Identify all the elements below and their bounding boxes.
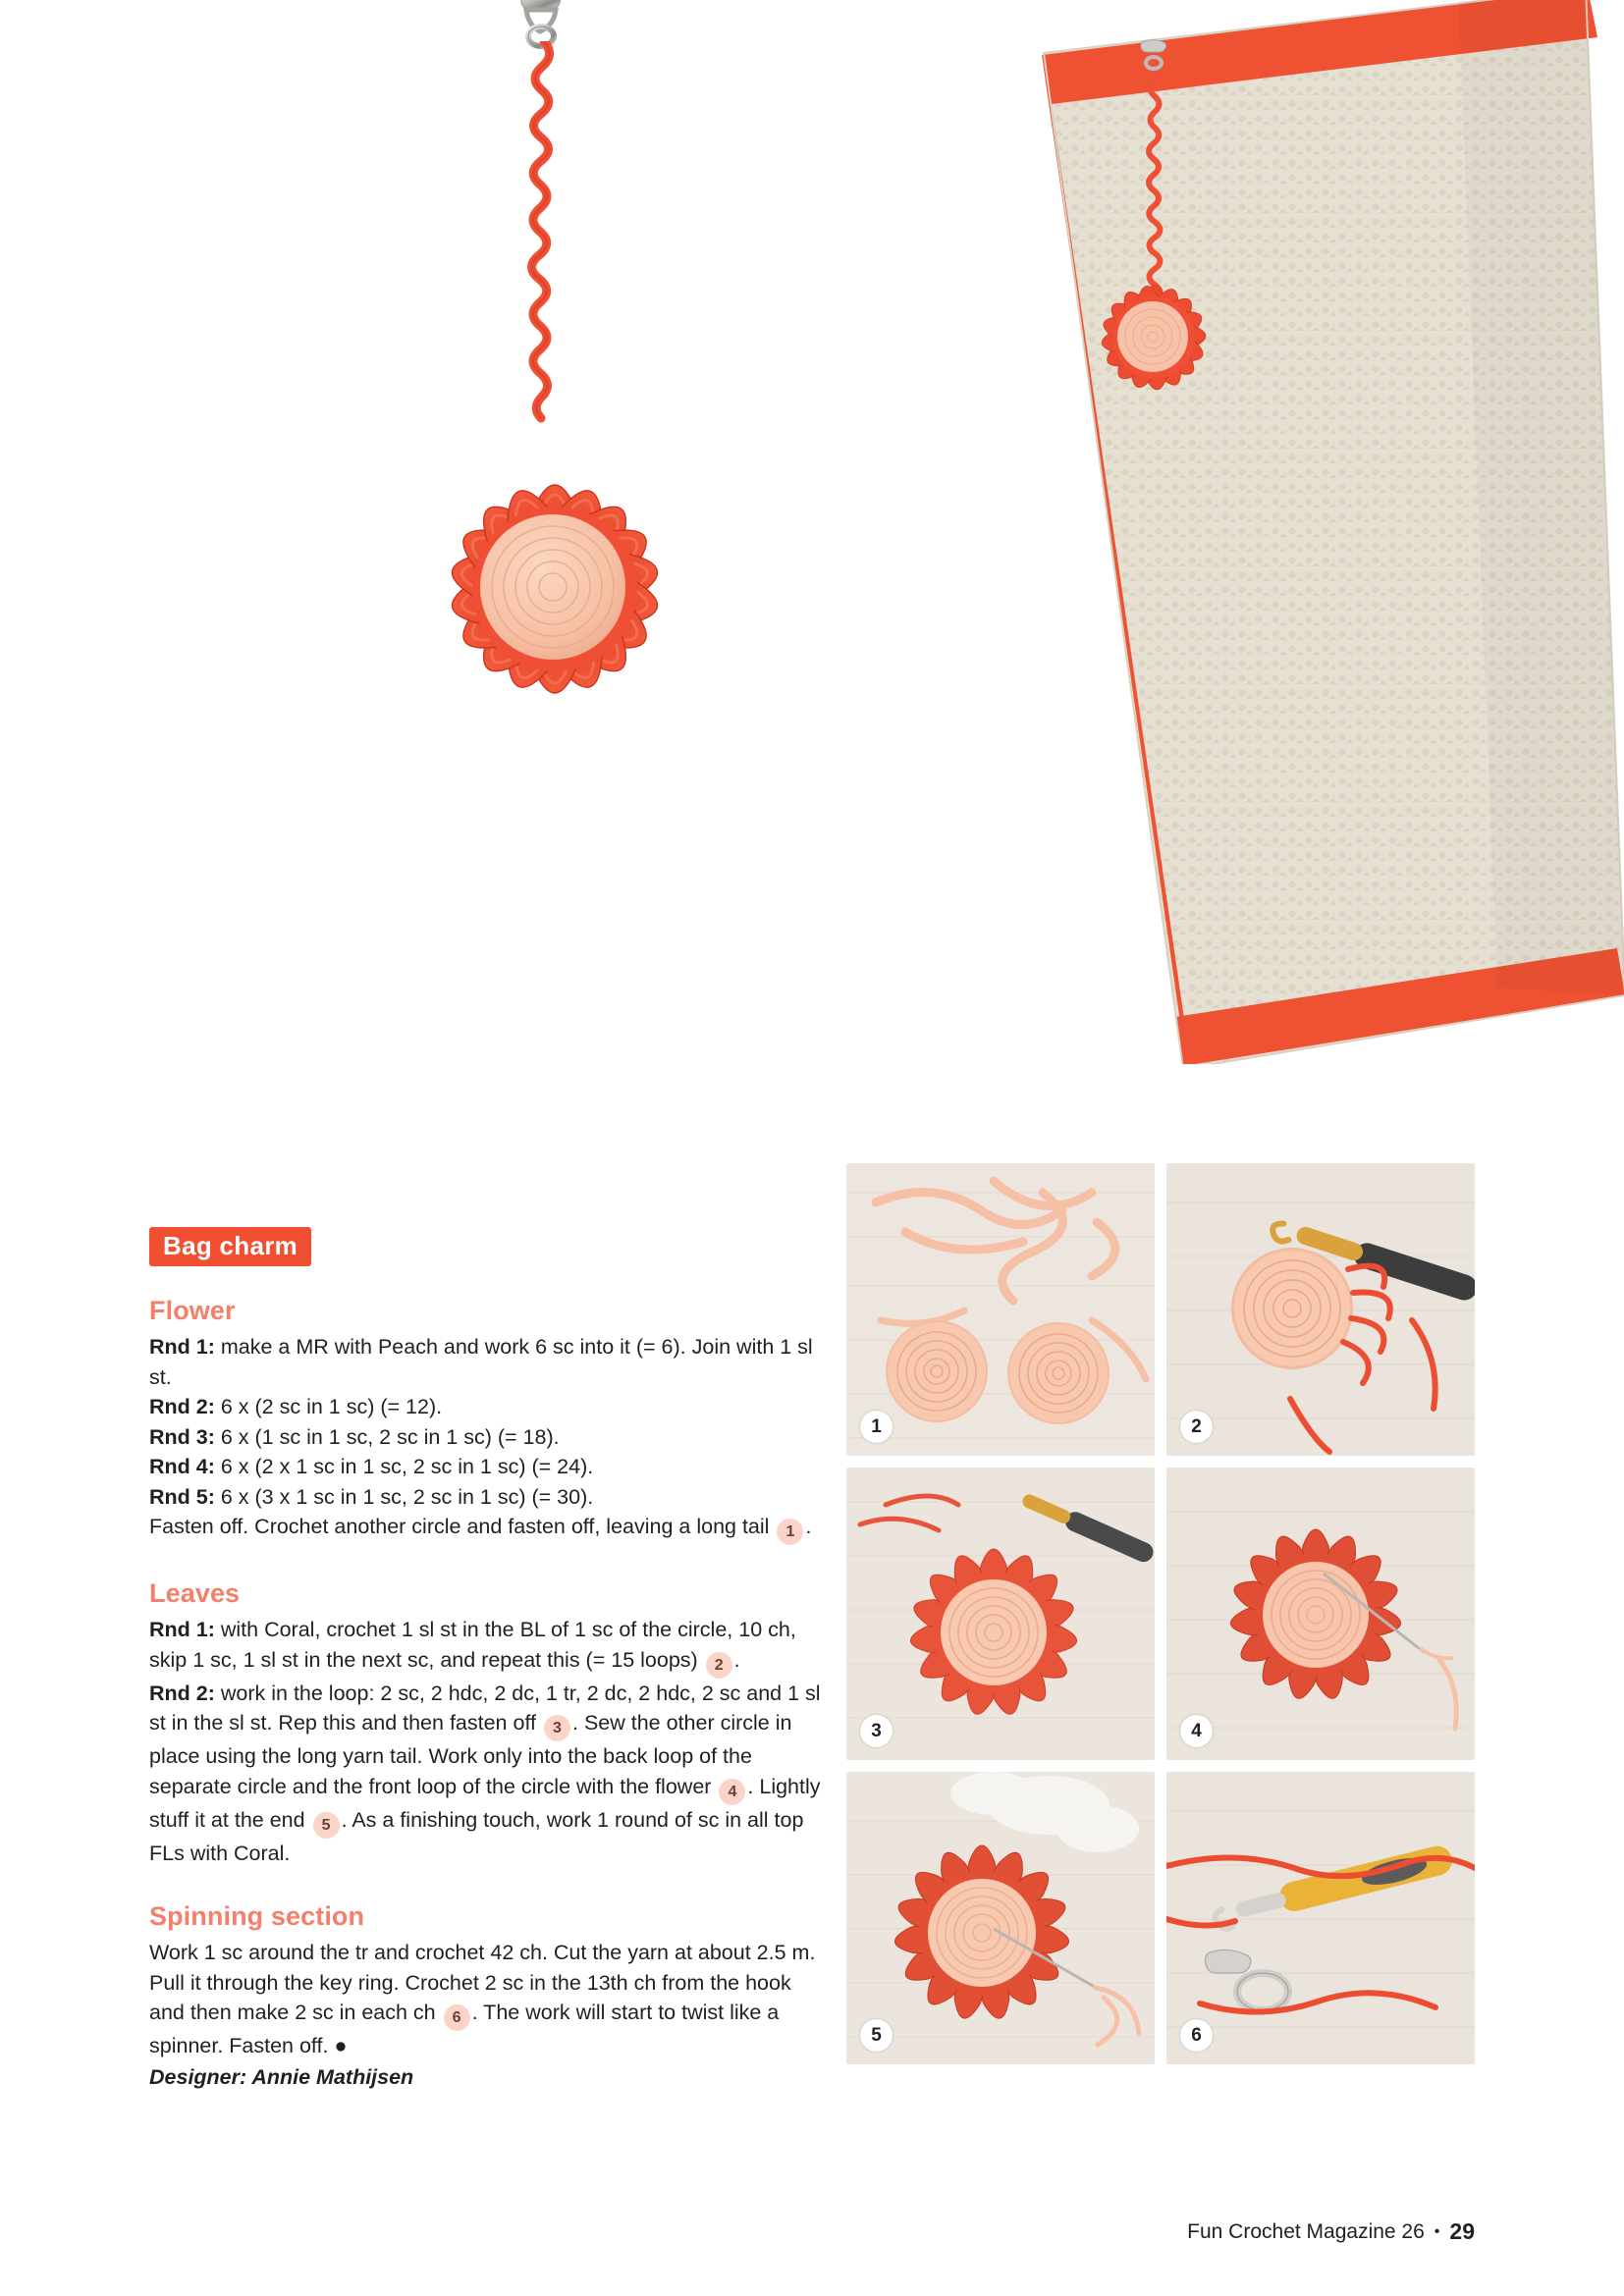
text-fasten-end: .: [805, 1515, 812, 1539]
flower-motif-large: [363, 398, 746, 780]
hero-bag-charm-photo: [324, 0, 795, 1050]
step-photo-6: [1166, 1772, 1475, 2064]
flower-rnd2: [149, 1392, 827, 1422]
text-spinning-a: Work 1 sc around the tr and crochet 42 ch. Cut the yarn at about 2.5 m. Pull it through the key ring. Crochet 2 sc in the 13th ch from the hook and then make 2 sc in each ch: [149, 1941, 816, 2025]
label-rnd3: Rnd 3:: [149, 1424, 215, 1449]
text-leaves-rnd1: with Coral, crochet 1 sl st in the BL of 1 sc of the circle, 10 ch, skip 1 sc, 1 sl st in the next sc, and repeat this (= 15 loops): [149, 1618, 796, 1672]
step-chip-5: 5: [313, 1812, 340, 1839]
text-rnd3: 6 x (1 sc in 1 sc, 2 sc in 1 sc) (= 18).: [214, 1424, 560, 1449]
text-spinning-b: . The work will start to twist like a spinner. Fasten off.: [149, 2001, 780, 2058]
heading-spinning-section: Spinning section: [149, 1901, 365, 1932]
label-rnd5: Rnd 5:: [149, 1484, 215, 1509]
page-number: 29: [1449, 2218, 1475, 2244]
label-rnd4: Rnd 4:: [149, 1455, 215, 1479]
badge-bag-charm: Bag charm: [149, 1227, 311, 1266]
text-leaves-rnd2-c: . Lightly stuff it at the end: [149, 1774, 821, 1832]
step-photo-row-3: [846, 1772, 1475, 2064]
heading-flower: Flower: [149, 1296, 236, 1325]
bag-photo: [1036, 0, 1624, 1064]
label-leaves-rnd2: Rnd 2:: [149, 1681, 215, 1705]
step-photo-3: [846, 1468, 1155, 1760]
twisted-cord: [493, 41, 601, 434]
text-fasten: Fasten off. Crochet another circle and fasten off, leaving a long tail: [149, 1515, 770, 1539]
step-chip-3: 3: [544, 1715, 570, 1741]
heading-leaves: Leaves: [149, 1578, 241, 1609]
step-number-1: 1: [860, 1411, 893, 1443]
designer-credit: Designer: Annie Mathijsen: [149, 2064, 414, 2089]
step-number-4: 4: [1180, 1715, 1213, 1747]
flower-rnd5: [149, 1482, 827, 1513]
text-leaves-rnd1-end: .: [733, 1647, 740, 1672]
step-photo-row-1: [846, 1163, 1475, 1456]
step-photo-1: [846, 1163, 1155, 1456]
spinning-text: [149, 1938, 827, 2061]
end-bullet-icon: ●: [334, 2034, 348, 2058]
label-leaves-rnd1: Rnd 1:: [149, 1618, 215, 1642]
magazine-title: Fun Crochet Magazine 26: [1187, 2219, 1425, 2243]
step-photo-grid: [846, 1163, 1475, 2076]
text-rnd2: 6 x (2 sc in 1 sc) (= 12).: [214, 1395, 443, 1419]
text-leaves-rnd2-a: work in the loop: 2 sc, 2 hdc, 2 dc, 1 tr, 2 dc, 2 hdc, 2 sc and 1 sl st in the sl st. Rep this and then fasten off: [149, 1681, 821, 1735]
flower-rnd4: [149, 1452, 827, 1482]
text-leaves-rnd2-d: . As a finishing touch, work 1 round of sc in all top FLs with Coral.: [149, 1807, 804, 1865]
step-chip-2: 2: [706, 1652, 732, 1679]
step-number-6: 6: [1180, 2019, 1213, 2052]
flower-rnd3: [149, 1422, 827, 1453]
text-leaves-rnd2-b: . Sew the other circle in place using the long yarn tail. Work only into the back loop of the separate circle and the front loop of the circle with the flower: [149, 1711, 792, 1798]
page-footer: [1187, 2218, 1475, 2245]
text-rnd4: 6 x (2 x 1 sc in 1 sc, 2 sc in 1 sc) (= 24).: [214, 1455, 594, 1479]
step-number-3: 3: [860, 1715, 893, 1747]
footer-separator: •: [1434, 2222, 1440, 2240]
flower-rnd1: [149, 1332, 827, 1392]
label-rnd2: Rnd 2:: [149, 1395, 215, 1419]
step-photo-row-2: [846, 1468, 1475, 1760]
flower-fasten-off: [149, 1512, 827, 1545]
step-photo-5: [846, 1772, 1155, 2064]
step-chip-6: 6: [444, 2004, 470, 2031]
instructions-area: [0, 1158, 1624, 2296]
label-rnd1: Rnd 1:: [149, 1335, 215, 1359]
step-chip-1: 1: [777, 1519, 803, 1545]
text-rnd5: 6 x (3 x 1 sc in 1 sc, 2 sc in 1 sc) (= 30).: [214, 1484, 594, 1509]
step-number-2: 2: [1180, 1411, 1213, 1443]
text-column: [149, 1227, 827, 2110]
text-rnd1: make a MR with Peach and work 6 sc into it (= 6). Join with 1 sl st.: [149, 1335, 813, 1389]
leaves-rnd2: [149, 1679, 827, 1869]
step-photo-4: [1166, 1468, 1475, 1760]
step-chip-4: 4: [719, 1779, 745, 1805]
leaves-rnd1: [149, 1615, 827, 1679]
step-number-5: 5: [860, 2019, 893, 2052]
step-photo-2: [1166, 1163, 1475, 1456]
